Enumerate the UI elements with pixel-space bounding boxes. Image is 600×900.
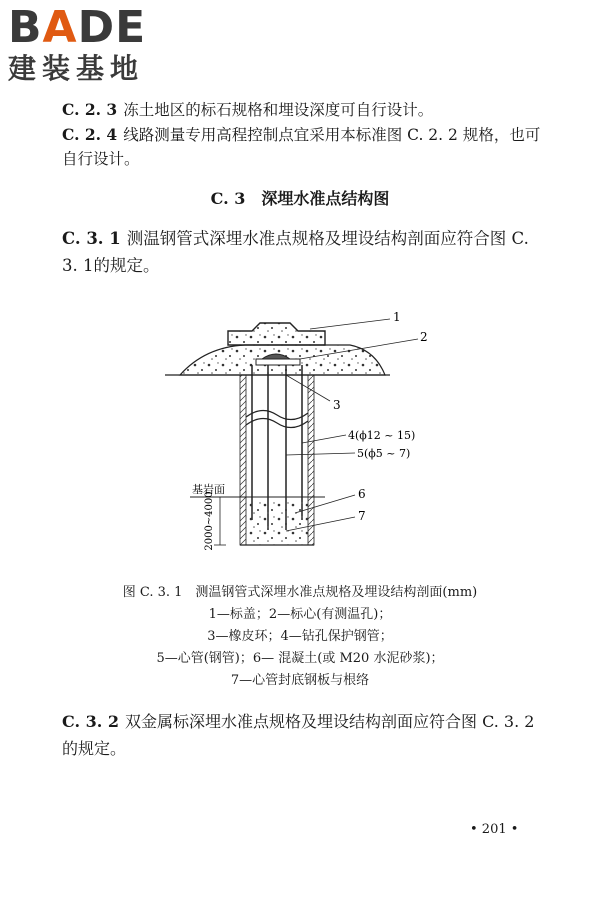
caption-title: 图 C. 3. 1 测温钢管式深埋水准点规格及埋设结构剖面(mm) (122, 585, 478, 600)
paragraph-c31: C. 3. 1 测温钢管式深埋水准点规格及埋设结构剖面应符合图 C. 3. 1的规定。 (62, 229, 529, 275)
bedrock-label: 基岩面 (192, 483, 225, 496)
logo (8, 2, 178, 90)
callout-1: 1 (393, 310, 401, 324)
figure-caption (0, 582, 600, 692)
callout-2: 2 (420, 330, 428, 344)
callout-5: 5(ϕ5 ~ 7) (357, 447, 411, 460)
paragraph-c24: C. 2. 4 线路测量专用高程控制点宜采用本标准图 C. 2. 2 规格，也可自行设计。 (62, 125, 541, 168)
callout-6: 6 (358, 487, 366, 501)
logo-subtitle: 建装基地 (8, 52, 145, 85)
section-title: C. 3 深埋水准点结构图 (210, 189, 390, 208)
benchmark-section-figure (150, 305, 450, 555)
caption-line: 5—心管(钢管)；6— 混凝土(或 M20 水泥砂浆)； (156, 651, 444, 666)
caption-line: 1—标盖；2—标心(有测温孔)； (208, 607, 392, 622)
caption-line: 3—橡皮环；4—钻孔保护钢管； (207, 629, 393, 644)
page-number: • 201 • (470, 822, 519, 837)
depth-dimension-label: 2000~4000 (204, 491, 215, 551)
callout-4: 4(ϕ12 ~ 15) (348, 429, 416, 442)
caption-line: 7—心管封底钢板与根络 (230, 673, 370, 688)
paragraph-c32: C. 3. 2 双金属标深埋水准点规格及埋设结构剖面应符合图 C. 3. 2 的规定。 (62, 712, 535, 758)
callout-7: 7 (358, 509, 366, 523)
callout-3: 3 (333, 398, 341, 412)
paragraph-c23: C. 2. 3 冻土地区的标石规格和埋设深度可自行设计。 (62, 100, 434, 119)
logo-brand: BADE (8, 2, 147, 53)
